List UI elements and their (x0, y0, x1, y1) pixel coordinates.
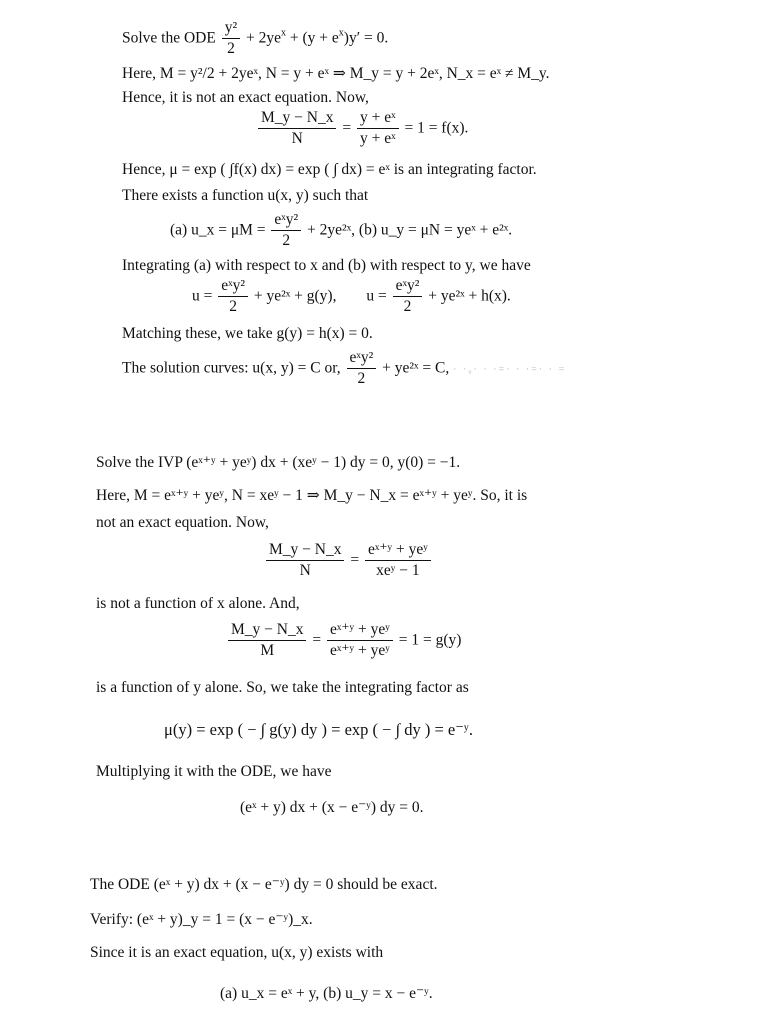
s1-line-8: Integrating (a) with respect to x and (b) with respect to y, we have (122, 257, 531, 274)
s3-line-3: Since it is an exact equation, u(x, y) exists with (90, 944, 384, 961)
scan-artifact: · ·ᵤ· · ·=· · ·=· · = (453, 364, 567, 376)
s1-solution-curves: The solution curves: u(x, y) = C or, eˣy² 2 + ye²ˣ = C, · ·ᵤ· · ·=· · ·=· · = (122, 349, 567, 388)
s2-integrating-factor: μ(y) = exp ( − ∫ g(y) dy ) = exp ( − ∫ dy ) = e⁻ʸ. (164, 720, 473, 739)
s3-line-4: (a) u_x = eˣ + y, (b) u_y = x − e⁻ʸ. (220, 985, 433, 1002)
s2-line-3: not an exact equation. Now, (96, 514, 269, 531)
s2-fraction-m: $\frac{M\_y - N\_x}{M}$ = eˣ⁺ʸ + yeʸ eˣ⁺ʸ + yeʸ = 1 = g(y) (226, 622, 461, 660)
s1-line-3: Hence, it is not an exact equation. Now, (122, 89, 369, 106)
s3-verify: Verify: (eˣ + y)_y = 1 = (x − e⁻ʸ)_x. (90, 911, 313, 928)
s1-fraction-line: $\frac{M\_y - N\_x}{N}$ = $\frac{\text{y + eˣ}}{\text{y + eˣ}}$ = 1 = f(x). (256, 110, 468, 148)
s2-ivp-statement: Solve the IVP (eˣ⁺ʸ + yeʸ) dx + (xeʸ − 1) dy = 0, y(0) = −1. (96, 454, 461, 471)
fraction: $\frac{\text{y²}}{2}$ (222, 20, 240, 58)
s1-ode-statement: Solve the ODE $\frac{\text{y²}}{2}$ + $2ye^x + (y + e^x)y' = 0$. (122, 19, 389, 58)
s2-line-2: Here, M = eˣ⁺ʸ + yeʸ, N = xeʸ − 1 ⇒ M_y − N_x = eˣ⁺ʸ + yeʸ. So, it is (96, 487, 528, 504)
s1-line-10: Matching these, we take g(y) = h(x) = 0. (122, 325, 373, 342)
s1-line-9: u = eˣy² 2 + ye²ˣ + g(y), u = eˣy² 2 + ye²ˣ + h(x). (192, 277, 511, 316)
s2-line-9: Multiplying it with the ODE, we have (96, 763, 332, 780)
s1-line-2: Here, M = y²/2 + 2yeˣ, N = y + eˣ ⇒ M_y = y + 2eˣ, N_x = eˣ ≠ M_y. (122, 65, 550, 82)
s2-fraction-n: $\frac{M\_y - N\_x}{N}$ = eˣ⁺ʸ + yeʸ xeʸ − 1 (264, 542, 433, 580)
s1-line-5: Hence, μ = exp ( ∫f(x) dx) = exp ( ∫ dx) = eˣ is an integrating factor. (122, 161, 537, 178)
s2-line-5: is not a function of x alone. And, (96, 595, 300, 612)
s2-line-7: is a function of y alone. So, we take the integrating factor as (96, 679, 469, 696)
s2-exact-ode: (eˣ + y) dx + (x − e⁻ʸ) dy = 0. (240, 799, 424, 816)
s1-line-7: (a) u_x = μM = eˣy² 2 + 2ye²ˣ, (b) u_y = μN = yeˣ + e²ˣ. (170, 211, 513, 250)
s3-line-1: The ODE (eˣ + y) dx + (x − e⁻ʸ) dy = 0 should be exact. (90, 876, 438, 893)
s1-line-6: There exists a function u(x, y) such that (122, 187, 369, 204)
